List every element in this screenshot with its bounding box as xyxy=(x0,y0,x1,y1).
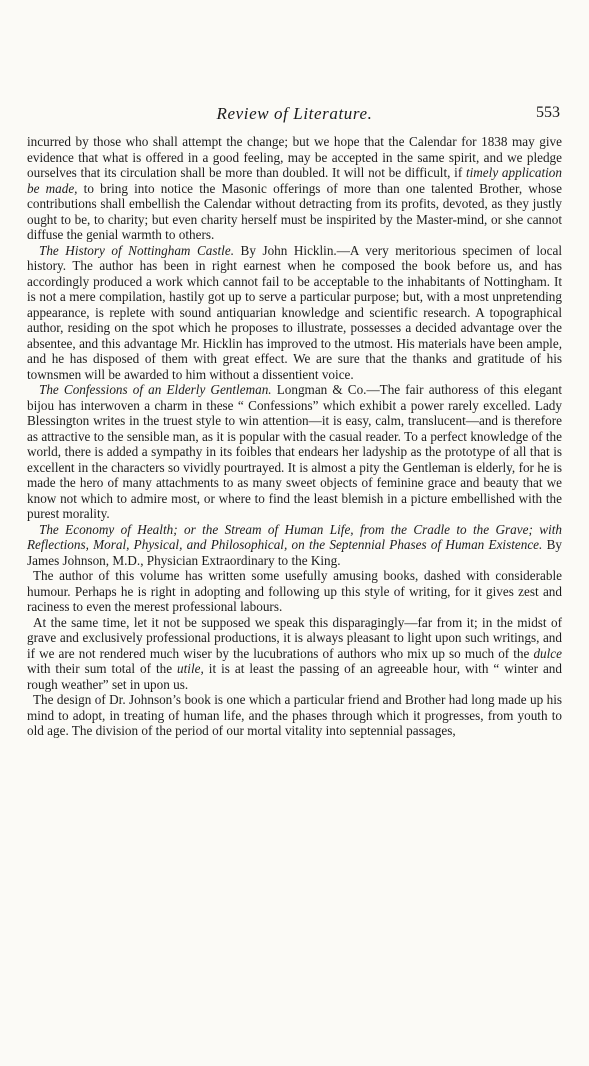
italic-run: utile, xyxy=(177,661,204,676)
review-text: By John Hicklin.—A very meritorious specimen of local history. The author has been in right earnest when he composed the book before us, and has accordingly produced a work which cannot fail to be acceptable to the inhabitants of Nottingham. It is not a mere compilation, hastily got up to serve a particular purpose; but, with a most unpretending appearance, is replete with sound antiquarian knowledge and scientific research. A topographical author, residing on the spot which he proposes to illustrate, possesses a decided advantage over the absentee, and this advantage Mr. Hicklin has improved to the utmost. His materials have been ample, and he has disposed of them with great effect. We are sure that the thanks and gratitude of his townsmen will be awarded to him without a dissentient voice. xyxy=(27,242,562,382)
book-title: The History of Nottingham Castle. xyxy=(39,242,234,258)
paragraph-same-time xyxy=(27,615,562,693)
review-economy-of-health xyxy=(27,522,562,569)
text-run: it is at least the passing of an agreeable hour, with “ winter and rough weather” set in upon us. xyxy=(27,661,562,692)
running-head xyxy=(27,104,562,128)
paragraph-calendar xyxy=(27,134,562,243)
italic-run: dulce xyxy=(533,645,562,661)
paragraph-design: The design of Dr. Johnson’s book is one which a particular friend and Brother had long made up his mind to adopt, in treating of human life, and the phases through which it progresses, from youth to old age. The division of the period of our mortal vitality into septennial passages, xyxy=(27,692,562,738)
article-body xyxy=(27,134,562,739)
text-run: to bring into notice the Masonic offerings of more than one talented Brother, whose contributions shall embellish the Calendar without detracting from its profits, devoted, as they justly ought to be, to charity; but even charity herself must be inspirited by the Master-mind, or she cannot diffuse the genial warmth to others. xyxy=(27,180,562,242)
running-title: Review of Literature. xyxy=(216,104,373,123)
book-title: The Economy of Health; or the Stream of Human Life, from the Cradle to the Grave; with Reflections, Moral, Physical, and Philosophical, on the Septennial Phases of Human Existence. xyxy=(27,521,562,552)
text-run: At the same time, let it not be supposed we speak this disparagingly—far from it; in the midst of grave and exclusively professional productions, it is always pleasant to light upon such writings, and if we are not rendered much wiser by the lucubrations of authors who mix up so much of the xyxy=(27,614,562,661)
review-text: Longman & Co.—The fair authoress of this elegant bijou has interwoven a charm in these “ Confessions” which exhibit a power rarely excelled. Lady Blessington writes in the truest style to win attention—it is easy, calm, translucent—and is therefore as attractive to the sensible man, as it is popular with the casual reader. To a perfect knowledge of the world, there is added a sympathy in its foibles that endears her ladyship as the prototype of all that is excellent in the characters so vividly pourtrayed. It is almost a pity the Gentleman is elderly, for he is made the hero of many attachments to as many sweet objects of feminine grace and beauty that we know not which to admire most, or where to find the least blemish in a picture embellished with the purest morality. xyxy=(27,382,563,521)
paragraph-author: The author of this volume has written some usefully amusing books, dashed with considerable humour. Perhaps he is right in adopting and following up this style of writing, for it gives zest and raciness to even the merest professional labours. xyxy=(27,568,562,614)
text-run: incurred by those who shall attempt the change; but we hope that the Calendar for 1838 may give evidence that what is offered in a good feeling, may be accepted in the same spirit, and we pledge ourselves that its circulation shall be more than doubled. It will not be difficult, if xyxy=(27,134,562,180)
text-run: with their sum total of the xyxy=(27,661,178,676)
page-number: 553 xyxy=(536,104,560,121)
review-confessions xyxy=(27,382,562,522)
italic-run: timely application be made, xyxy=(27,165,562,196)
book-title: The Confessions of an Elderly Gentleman. xyxy=(39,382,272,397)
review-text: By James Johnson, M.D., Physician Extraordinary to the King. xyxy=(27,537,562,568)
review-nottingham-castle xyxy=(27,243,562,383)
